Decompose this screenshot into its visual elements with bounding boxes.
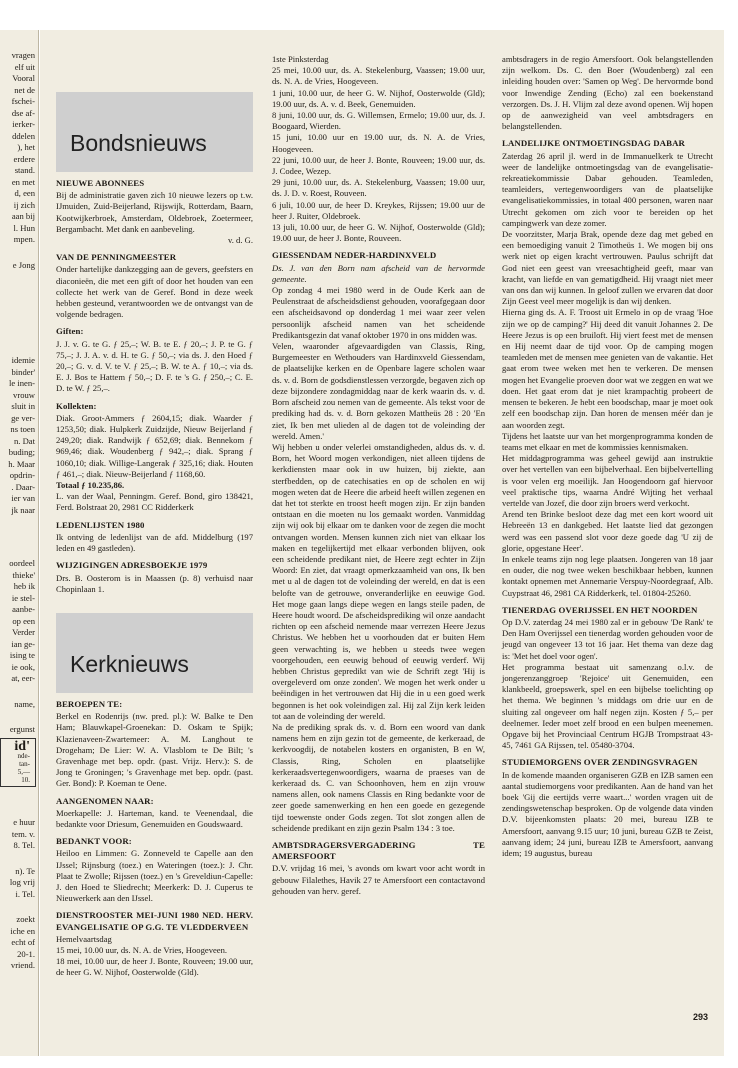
section-text: ambtsdragers in de regio Amersfoort. Ook belangstellenden zijn welkom. Ds. C. den Boer (Woudenberg) zal een inleiding houden over: 'Samen op Weg'. De hervormde bond voor Inwendige Zending (Echo) zal een boekenstand verzorgen. Ds. J. H. Vlijm zal deze avond openen. Wij hopen op de aanwezigheid van veel ambtsdragers en belangstellenden.	[502, 54, 713, 132]
strip-line: iche en	[10, 925, 35, 936]
section-heading: Giften:	[56, 326, 84, 337]
schedule-text: 1ste Pinksterdag 25 mei, 10.00 uur, ds. A. Stekelenburg, Vaassen; 19.00 uur, ds. N. A. de Vries, Hoogeveen. 1 juni, 10.00 uur, de heer G. W. Nijhof, Oosterwolde (Gld); 19.00 uur, ds. A. v. d. Beek, Genemuiden. 8 juni, 10.00 uur, ds. G. Willemsen, Ermelo; 19.00 uur, ds. J. Boogaard, Wierden. 15 juni, 10.00 uur en 19.00 uur, ds. N. A. de Vries, Hoogeveen. 22 juni, 10.00 uur, de heer J. Bonte, Rouveen; 19.00 uur, ds. J. Codee, Wezep. 29 juni, 10.00 uur, ds. A. Stekelenburg, Vaassen; 19.00 uur, ds. J. D. v. Roest, Rouveen. 6 juli, 10.00 uur, de heer D. Kreykes, Rijssen; 19.00 uur de heer J. Ruiter, Oldebroek. 13 juli, 10.00 uur, de heer G. W. Nijhof, Oosterwolde (Gld); 19.00 uur, de heer J. Bonte, Rouveen.	[272, 54, 485, 244]
section-heading: LEDENLIJSTEN 1980	[56, 519, 145, 530]
section-text: J. J. v. G. te G. ƒ 25,–; W. B. te E. ƒ 20,–; J. P. te G. ƒ 75,–; J. J. A. v. d. H. te G. ƒ 50,–; via ds. J. den Hoed ƒ 20,–; G. v. d. V. te V. ƒ 25,–; B. W. te A. ƒ 10,–; via ds. E. J. Bos te Hattem ƒ 50,–; D. F. te 's G. ƒ 250,–; C. E. D. te W. ƒ 25,–.	[56, 338, 253, 394]
strip-line: net de	[14, 84, 35, 95]
strip-line: vragen	[11, 50, 35, 60]
strip-line: idemie	[11, 355, 35, 365]
strip-line: ier van	[11, 493, 35, 503]
left-page-strip	[0, 30, 39, 1056]
section-text: Diak. Groot-Ammers ƒ 2604,15; diak. Waarder ƒ 1253,50; diak. Hulpkerk Zuidzijde, Nieuw Beijerland ƒ 249,20; diak. Randwijk ƒ 652,69; diak. Bennekom ƒ 969,46; diak. Woudenberg ƒ 942,–; diak. Sprang ƒ 1060,10; diak. Willige-Langerak ƒ 325,16; diak. Houten ƒ 461,–; diak. Nieuw-Beijerland ƒ 1168,60.	[56, 412, 253, 479]
strip-line	[0, 710, 38, 724]
signature: v. d. G.	[228, 235, 253, 246]
column-3	[502, 54, 713, 859]
strip-line: dse af-	[11, 107, 35, 118]
strip-line: vriend.	[10, 960, 35, 970]
strip-line: 20-1.	[17, 948, 35, 959]
section-heading: VAN DE PENNINGMEESTER	[56, 252, 177, 263]
strip-line: zoekt	[16, 914, 35, 924]
section-heading: BEDANKT VOOR:	[56, 836, 132, 847]
bondsnieuws-banner	[56, 92, 253, 172]
strip-line: ierker-	[12, 119, 35, 129]
section-text: Op zondag 4 mei 1980 werd in de Oude Kerk aan de Peulenstraat de afscheidsdienst gehouden, voorafgegaan door een afscheidsavond op donderdag 1 mei waar zeer velen persoonlijk afscheid namen van het scheidende Predikantsgezin dat vanaf oktober 1970 in ons midden was. Velen, waaronder afgevaardigden van Classis, Ring, Burgemeester en Wethouders van Hardinxveld Giessendam, de plaatselijke kerken en de Openbare lagere scholen waar ds. v. d. Born de godsdienstlessen verzorgde, begaven zich op deze bijzondere zondagmiddag naar de kerk waarin ds. v. d. Born afscheid zou nemen van de gemeente. Als tekst voor de prediking had ds. v. d. Born gekozen Mattheüs 28 : 20 'En ziet, Ik ben met ulieden al de dagen tot de voleinding der wereld. Amen.' Wij hebben u onder velerlei omstandigheden, aldus ds. v. d. Born, het Woord mogen verkondigen, niet alleen tijdens de kerkdiensten maar ook in uw huizen, bij ziekte, aan sterfbedden, op de catechisaties en op de scholen en wij mogen weten dat de Heere die arbeid heeft willen zegenen en dat het tot sterkte en troost heeft mogen zijn. Er zijn banden ontstaan en die moeten nu los gemaakt worden. Vanmiddag zijn wij ook bij elkaar om te danken voor de zegen die mocht ontvangen worden. Mensen kunnen zich niet van elkaar los maken en tegelijkertijd met elkaar verbonden blijven, ook een scheidende predikant niet, de Heere zegt echter in Zijn Woord: En ziet, dat vraagt opmerkzaamheid van ons, Ik ben met u al de dagen tot de voleinding der wereld, en dat is een belofte van de getrouwe, onveranderlijke en eeuwige God. Het moge gaan langs diepe wegen en langs steile paden, de Heere houdt woord. De afscheidsprediking wil onze aandacht richten op een afscheid nemende maar verrezen Heere Jezus Christus. We hebben het u voorhouden dat er buiten Hem geen verwachting is, we hebben u steeds twee wegen voorgehouden, een eeuwig behoud of eeuwig verderf. Wij hebben Christus gepredikt van wie de Schrift zegt 'Hij is overgeleverd om onze zonden'. We mogen het werk onder u beëindigen in het vertrouwen dat Hij die in u een goed werk begonnen is het ook voleindigen zal. Hij zal Zijn kerk leiden tot aan de voleinding der wereld. Na de prediking sprak ds. v. d. Born een woord van dank namens hem en zijn gezin tot de gemeente, de kerkeraad, de kerkvoogdij, de notabelen kosters en organisten, B en W, Classis, Ring, Scholen en plaatselijke kerkeraadsvertegenwoordigers, waarna de praeses van de kerkeraad ds. C. van Schoonhoven, hem en zijn vrouw namens allen, ook namens Classis en Ring bedankte voor de zeer goede samenwerking en hen een goede en gezegende tijd toewenste onder Gods zegen. Tot slot zongen allen de scheidende predikant en zijn gezin Psalm 134 : 3 toe.	[272, 285, 485, 833]
strip-line: ge ver-	[11, 412, 35, 423]
section-text: Berkel en Rodenrijs (nw. pred. pl.): W. Balke te Den Ham; Blauwkapel-Groenekan: D. Oskam te Spijk; Klazienaveen-Zwartemeer: A. M. Langhout te Drogeham; De Lier: W. A. Vlasblom te De Bilt; 's Gravenhage met bep. opdr. (past. Vrijz. Herv.): S. de Jong te Groningen; 's Gravenhage met bep. opdr. (past. Ger. Bond): P. Koeman te Oene.	[56, 711, 253, 789]
strip-line: log vrij	[9, 877, 35, 887]
strip-line: stand.	[14, 165, 35, 175]
section-text: In de komende maanden organiseren GZB en IZB samen een aantal studiemorgens voor predikanten. Aan de hand van het boek 'Gij die eertijds verre waart...' worden vragen uit de zendingswetenschap besproken. Op de volgende data vinden D.V. bijeenkomsten plaats: 20 mei, bureau IZB te Amersfoort, aanvang 9.15 uur; 10 juni, bureau GZB te Zeist, aanvang idem; 24 juni, bureau IZB te Amersfoort, aanvang idem; 19 augustus, bureau	[502, 769, 713, 859]
strip-line: tem. v.	[11, 828, 35, 839]
bondsnieuws-title: Bondsnieuws	[70, 130, 207, 156]
section-text: Drs. B. Oosterom is in Maassen (p. 8) verhuisd naar Chopinlaan 1.	[56, 572, 253, 594]
strip-line: aanbe-	[12, 604, 35, 614]
strip-line: ij zich	[13, 199, 35, 210]
strip-line	[0, 789, 38, 803]
strip-advert-line: tan-	[19, 760, 30, 768]
strip-line	[0, 271, 38, 285]
section-text: Onder hartelijke dankzegging aan de gevers, geefsters en diaconieën, die met een gift of door het houden van een collecte het werk van de Geref. Bond in deze week hebben gesteund, verantwoorden we de ontvangst van de volgende bedragen.	[56, 264, 253, 320]
strip-line: . Daar-	[11, 481, 35, 492]
strip-line: ising te	[9, 650, 35, 660]
section-heading: DIENSTROOSTER MEI-JUNI 1980 NED. HERV. EVANGELISATIE OP G.G. TE VLEDDERVEEN	[56, 910, 253, 932]
section-text: Ik ontving de ledenlijst van de afd. Middelburg (197 leden en 49 gastleden).	[56, 531, 253, 554]
strip-line: buding;	[8, 447, 35, 457]
strip-spacer	[0, 30, 38, 50]
strip-advert-line: nde-	[17, 752, 30, 760]
signature: L. van der Waal, Penningm. Geref. Bond, giro 138421, Ferd. Bolstraat 20, 2981 CC Ridderkerk	[56, 491, 253, 513]
strip-line	[0, 544, 38, 558]
strip-line: ), het	[17, 142, 35, 152]
strip-advert	[0, 738, 36, 788]
strip-line: e huur	[13, 817, 35, 827]
strip-line: d, een	[14, 188, 35, 198]
strip-line: e Jong	[12, 259, 35, 270]
section-heading: NIEUWE ABONNEES	[56, 178, 145, 188]
strip-line: Vooral	[12, 73, 35, 83]
section-subtitle: Ds. J. van den Born nam afscheid van de hervormde gemeente.	[272, 262, 485, 284]
section-heading: AMBTSDRAGERSVERGADERING TE AMERSFOORT	[272, 840, 485, 862]
strip-advert-line: 5,—	[17, 768, 30, 776]
section-text: Zaterdag 26 april jl. werd in de Immanuelkerk te Utrecht weer de landelijke ontmoetingsdag van de evangelisatie-rekreatiekommissie Dabar gehouden. Teamleden, teamleiders, vertegenwoordigers van de plaatselijke evangelisatiekommissies, in totaal 400 personen, waren naar Utrecht gekomen om zich voor te bereiden op het campingwerk van deze zomer. De voorzitster, Marja Brak, opende deze dag met gebed en een bemoediging vanuit 2 Timotheüs 1. We mogen bij ons werk niet op eigen kracht vertrouwen. Paulus schrijft dat God niet een geest van vreesachtigheid geeft, maar van kracht, van liefde en van gematigdheid. Hij vraagt niet meer van ons dan wij kunnen. In geloof zullen we ervaren dat door Zijn Geest veel meer mogelijk is dan wij denken. Hierna ging ds. A. F. Troost uit Ermelo in op de vraag 'Hoe zijn we op de camping?' Hij deed dit vanuit Johannes 2. De Heere Jezus is op een bruiloft. Hij viert feest met de mensen en Hij neemt daar de tijd voor. Op de camping mogen teamleden met de mensen mee genieten van de vakantie. Het gaat erom twee weken met hen te verkeren. De mensen mogen het Evangelie proeven door wat we zeggen en wat we doen. Het gaat erom dat je niet krampachtig probeert de mensen te bekeren. Je hebt een boodschap, maar je moet ook zelf een boodschap zijn. Dan horen de mensen méér dan je aan woorden zegt. Tijdens het laatste uur van het morgenprogramma konden de teams met elkaar en met de kommissies kennismaken. Het middagprogramma was geheel gewijd aan instruktie over het vertellen van een bijbelverhaal. Een bijbelvertelling is voor velen erg moeilijk. Jan Hoogendoorn gaf hiervoor veel praktische tips, waarna André Wijting het verhaal vertelde van Jozef, die door zijn broers werd verkocht. Arend ten Brinke besloot deze dag met een kort woord uit Hebreeën 13 en dankgebed. Het laatste lied dat gezongen werd was een passend slot voor deze goede dag 'U zij de glorie, opgestane Heer'. In enkele teams zijn nog lege plaatsen. Jongeren van 18 jaar en ouder, die nog twee weken beschikbaar hebben, kunnen kontakt opnemen met Annemarie Verspuy-Noordegraaf, Alb. Cuypstraat 46, 2981 CA Ridderkerk, tel. 01804-25260.	[502, 150, 713, 598]
section-heading: GIESSENDAM NEDER-HARDINXVELD	[272, 250, 437, 261]
strip-line	[0, 327, 38, 341]
section-heading: LANDELIJKE ONTMOETINGSDAG DABAR	[502, 138, 685, 149]
strip-line: ie ook,	[11, 661, 35, 672]
strip-line: erdere	[13, 153, 35, 164]
page-number: 293	[692, 1012, 708, 1022]
strip-line: ddelen	[12, 130, 35, 141]
strip-line: oordeel	[9, 558, 35, 568]
section-heading: STUDIEMORGENS OVER ZENDINGSVRAGEN	[502, 757, 698, 768]
section-heading: Kollekten:	[56, 400, 97, 411]
strip-line	[0, 685, 38, 699]
strip-line: 8. Tel.	[13, 840, 35, 850]
strip-line: op een	[12, 615, 35, 626]
section-heading: BEROEPEN TE:	[56, 698, 123, 709]
strip-line: vrouw	[13, 389, 35, 400]
strip-line: i. Tel.	[15, 888, 35, 899]
strip-advert-title: id'	[14, 738, 30, 754]
section-heading: WIJZIGINGEN ADRESBOEKJE 1979	[56, 560, 208, 571]
section-text: Heiloo en Limmen: G. Zonneveld te Capelle aan den IJssel; Rijnsburg (toez.) en Wateringen (toez.): J. Chr. Plaat te Zwolle; Rijssen (toez.) en 's Greveldiun-Capelle: J. den Hoed te Sliedrecht; Meerkerk: D. J. Cuperus te Nieuwerkerk aan den IJssel.	[56, 848, 253, 904]
strip-line: at, eer-	[11, 673, 35, 683]
strip-line	[0, 285, 38, 299]
strip-line: aan bij	[11, 211, 35, 221]
strip-line	[0, 341, 38, 355]
section-text: D.V. vrijdag 16 mei, 's avonds om kwart voor acht wordt in gebouw Filalethes, Havik 27 te Amersfoort een contactavond gehouden van herv. geref.	[272, 863, 485, 896]
strip-line: echt of	[11, 937, 35, 947]
strip-line: thieke'	[12, 569, 35, 580]
strip-line	[0, 313, 38, 327]
strip-line: ns toen	[10, 424, 35, 434]
strip-line: Verder	[12, 627, 35, 637]
section-text: Hemelvaartsdag 15 mei, 10.00 uur, ds. N. A. de Vries, Hoogeveen. 18 mei, 10.00 uur, de heer J. Bonte, Rouveen; 19.00 uur, de heer G. W. Nijhof, Oosterwolde (Gld).	[56, 933, 253, 978]
strip-line: n. Dat	[13, 435, 35, 446]
strip-line: le inen-	[8, 378, 35, 388]
strip-line: mpen.	[13, 234, 35, 244]
strip-line	[0, 299, 38, 313]
strip-line	[0, 900, 38, 914]
strip-line: sluit in	[11, 401, 35, 411]
section-heading: TIENERDAG OVERIJSSEL EN HET NOORDEN	[502, 604, 698, 615]
strip-advert-line: 10.	[21, 776, 30, 784]
column-1	[56, 92, 253, 979]
strip-line: ie stel-	[11, 592, 35, 603]
strip-line	[0, 852, 38, 866]
strip-line: l. Hun	[13, 222, 35, 233]
section-text: Moerkapelle: J. Harteman, kand. te Veenendaal, die bedankte voor Driesum, Genemuiden en Goudswaard.	[56, 807, 253, 829]
strip-line: opdrin-	[9, 470, 35, 480]
strip-line: en met	[11, 176, 35, 187]
strip-line: jk naar	[11, 504, 35, 515]
strip-line	[0, 246, 38, 260]
strip-line	[0, 530, 38, 544]
strip-line: n). Te	[15, 865, 35, 876]
strip-line: ian ge-	[11, 638, 35, 649]
section-text: Op D.V. zaterdag 24 mei 1980 zal er in gebouw 'De Rank' te Den Ham Overijssel een tienerdag worden gehouden voor de jeugd van ongeveer 13 tot 16 jaar. Het thema van deze dag is: 'Met het doel voor ogen'. Het programma bestaat uit samenzang o.l.v. de jongerenzanggroep 'Rejoice' uit Genemuiden, een klankbeeld, groepswerk, spel en een bijbelse toelichting op het thema. We beginnen 's middags om drie uur en de sluiting zal ongeveer om half negen zijn. Kosten ƒ 5,– per deelnemer. Ieder moet zelf brood en een bulpen meenemen. Opgave bij het Provinciaal Centrum HGJB Trompstraat 43-45, 7461 GA Rijssen, tel. 05480-3704.	[502, 616, 713, 751]
kerknieuws-title: Kerknieuws	[70, 650, 189, 677]
strip-line: h. Maar	[8, 458, 35, 469]
kerknieuws-banner	[56, 613, 253, 693]
strip-line: elf uit	[14, 61, 35, 72]
section-heading: AANGENOMEN NAAR:	[56, 795, 154, 806]
strip-line: fschei-	[11, 96, 35, 106]
strip-line: name,	[14, 698, 35, 709]
newspaper-page	[40, 30, 724, 1056]
strip-line: heb ik	[13, 581, 35, 591]
strip-line	[0, 803, 38, 817]
strip-line: binder'	[11, 366, 35, 377]
column-2	[272, 54, 485, 897]
total-amount: Totaal ƒ 10.235,86.	[56, 480, 125, 491]
section-text: Bij de administratie gaven zich 10 nieuwe lezers op t.w. IJmuiden, Zuid-Beijerland, Rijswijk, Rotterdam, Baarn, Kootwijkerbroek, Amsterdam, Oldebroek, Zoetermeer, Bergambacht. Met dank en aanbeveling.	[56, 190, 253, 234]
strip-line	[0, 516, 38, 530]
strip-line: ergunst	[9, 724, 35, 734]
